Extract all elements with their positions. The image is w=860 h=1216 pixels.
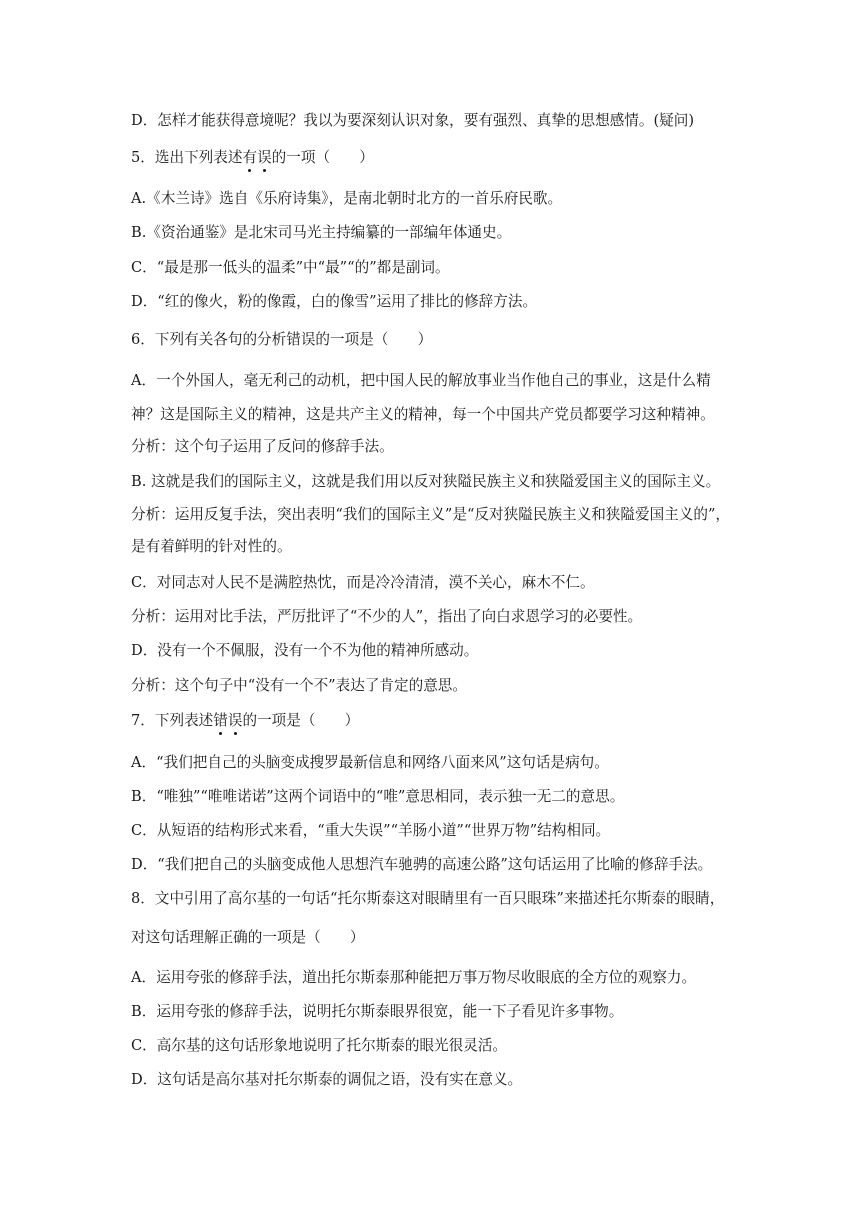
q8-option-c: C．高尔基的这句话形象地说明了托尔斯泰的眼光很灵活。: [131, 1037, 508, 1054]
question-7-text: 的一项是（ ）: [242, 712, 360, 729]
q7-option-b: B．“唯独”“唯唯诺诺”这两个词语中的“唯”意思相同，表示独一无二的意思。: [131, 788, 625, 805]
q6-option-b: B. 这就是我们的国际主义，这就是我们用以反对狭隘民族主义和狭隘爱国主义的国际主义。: [131, 473, 721, 490]
question-7: [131, 711, 731, 731]
emphasis-char: 错: [213, 712, 228, 729]
question-5-text: 5．选出下列表述: [131, 149, 243, 166]
q6-option-d: D．没有一个不佩服，没有一个不为他的精神所感动。: [131, 642, 479, 659]
q7-option-a: A．“我们把自己的头脑变成搜罗最新信息和网络八面来风”这句话是病句。: [131, 754, 609, 771]
q4-option-d: D．怎样才能获得意境呢？我以为要深刻认识对象，要有强烈、真挚的思想感情。(疑问): [131, 112, 695, 129]
q8-option-a: A．运用夸张的修辞手法，道出托尔斯泰那种能把万事万物尽收眼底的全方位的观察力。: [131, 969, 697, 986]
question-5-text: 的一项（ ）: [271, 149, 374, 166]
q6-option-a-cont: 神？这是国际主义的精神，这是共产主义的精神，每一个中国共产党员都要学习这种精神。: [131, 406, 715, 423]
q5-option-d: D．“红的像火，粉的像霞，白的像雪”运用了排比的修辞方法。: [131, 293, 538, 310]
q6-analysis-b-cont: 是有着鲜明的针对性的。: [131, 538, 292, 555]
q6-analysis-a: 分析：这个句子运用了反问的修辞手法。: [131, 438, 394, 455]
q6-option-a: A．一个外国人，毫无利己的动机，把中国人民的解放事业当作他自己的事业，这是什么精: [131, 372, 711, 389]
q6-option-c: C．对同志对人民不是满腔热忱，而是冷冷清清，漠不关心，麻木不仁。: [131, 574, 595, 591]
q6-analysis-d: 分析：这个句子中“没有一个不”表达了肯定的意思。: [131, 677, 467, 694]
emphasis-char: 有: [242, 149, 258, 166]
q5-option-c: C．“最是那一低头的温柔”中“最”“的”都是副词。: [131, 259, 450, 276]
question-5: [131, 148, 731, 168]
q8-option-d: D．这句话是高尔基对托尔斯泰的调侃之语，没有实在意义。: [131, 1071, 523, 1088]
question-7-text: 7．下列表述: [131, 712, 214, 729]
q5-option-a: A.《木兰诗》选自《乐府诗集》，是南北朝时北方的一首乐府民歌。: [131, 190, 563, 207]
q6-analysis-b: 分析：运用反复手法，突出表明“我们的国际主义”是“反对狭隘民族主义和狭隘爱国主义的”，: [131, 506, 731, 523]
q7-option-c: C．从短语的结构形式来看，“重大失误”“羊肠小道”“世界万物”结构相同。: [131, 822, 611, 839]
question-8-cont: 对这句话理解正确的一项是（ ）: [131, 929, 365, 946]
q8-option-b: B．运用夸张的修辞手法，说明托尔斯泰眼界很宽，能一下子看见许多事物。: [131, 1003, 624, 1020]
question-6: 6．下列有关各句的分析错误的一项是（ ）: [131, 331, 433, 348]
emphasis-char: 误: [227, 712, 243, 729]
question-8: 8．文中引用了高尔基的一句话“托尔斯泰这对眼睛里有一百只眼珠”来描述托尔斯泰的眼睛，: [131, 890, 725, 907]
q6-analysis-c: 分析：运用对比手法，严厉批评了“不少的人”，指出了向白求恩学习的必要性。: [131, 608, 643, 625]
q7-option-d: D．“我们把自己的头脑变成他人思想汽车驰骋的高速公路”这句话运用了比喻的修辞手法。: [131, 856, 713, 873]
emphasis-char: 误: [257, 149, 272, 166]
q5-option-b: B.《资治通鉴》是北宋司马光主持编纂的一部编年体通史。: [131, 224, 512, 241]
